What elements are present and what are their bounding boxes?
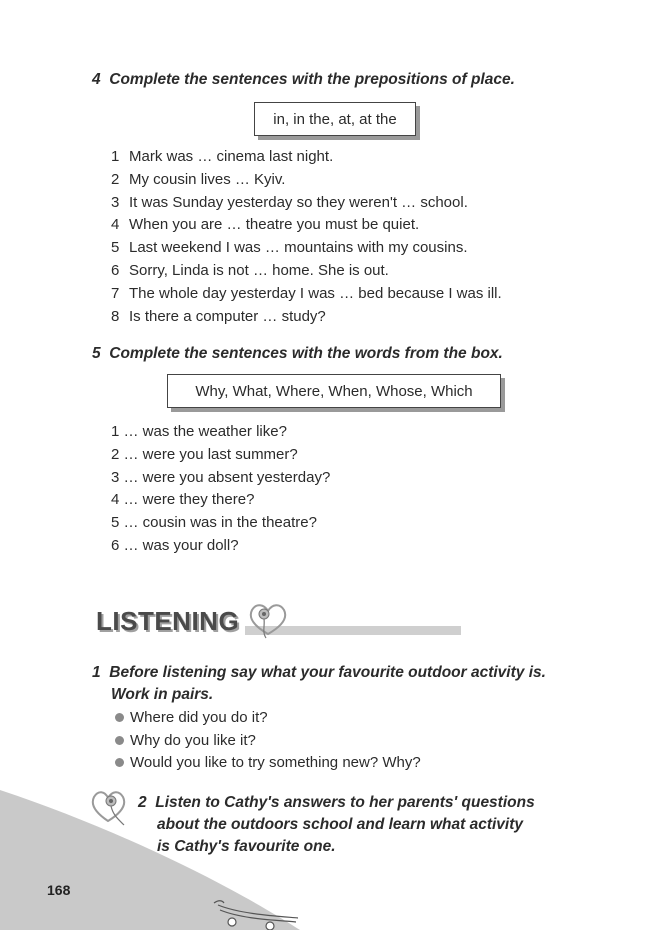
prepositions-box — [254, 102, 416, 136]
list-item — [111, 146, 502, 169]
item-text: Mark was … cinema last night. — [129, 148, 334, 165]
bullet-text: Why do you like it? — [130, 731, 256, 749]
item-number: 4 — [111, 216, 120, 234]
item-text: Last weekend I was … mountains with my cousins. — [129, 239, 468, 257]
bullet-icon — [115, 713, 124, 722]
list-item — [115, 752, 421, 775]
bullet-text: Would you like to try something new? Why? — [130, 754, 421, 772]
listening-task2-line1 — [138, 792, 535, 814]
item-number: 1 — [111, 148, 120, 165]
list-item — [111, 489, 330, 512]
list-item — [111, 467, 330, 490]
list-item — [111, 535, 330, 558]
exercise4-instruction — [92, 71, 515, 89]
list-item — [111, 169, 502, 192]
item-number: 5 — [111, 239, 120, 257]
exercise4-text: Complete the sentences with the prepositions of place. — [109, 71, 515, 88]
bullet-icon — [115, 736, 124, 745]
exercise5-instruction — [92, 345, 503, 363]
item-text: … were you last summer? — [123, 445, 298, 463]
item-number: 8 — [111, 307, 120, 325]
item-text: My cousin lives … Kyiv. — [129, 170, 286, 188]
section-heading: LISTENING — [96, 606, 245, 637]
item-number: 6 — [111, 536, 120, 554]
task-text: Before listening say what your favourite outdoor activity is. — [109, 664, 546, 681]
item-number: 2 — [111, 445, 120, 463]
exercise4-number: 4 — [92, 71, 101, 88]
item-number: 1 — [111, 423, 120, 440]
list-item — [111, 214, 502, 237]
listening-task2 — [138, 792, 535, 858]
item-number: 7 — [111, 284, 120, 302]
item-text: … were you absent yesterday? — [123, 468, 331, 486]
bullet-text: Where did you do it? — [130, 709, 268, 726]
audio-heart-icon — [88, 785, 134, 833]
item-text: … were they there? — [123, 491, 255, 509]
item-text: It was Sunday yesterday so they weren't … school. — [129, 193, 468, 211]
list-item — [111, 260, 502, 283]
bullet-list — [115, 707, 421, 775]
item-number: 6 — [111, 261, 120, 279]
exercise5-number: 5 — [92, 345, 101, 362]
task-text: Listen to Cathy's answers to her parents' questions — [155, 794, 535, 811]
list-item — [111, 444, 330, 467]
listening-task1 — [92, 662, 546, 706]
list-item — [111, 237, 502, 260]
item-text: When you are … theatre you must be quiet. — [129, 216, 420, 234]
list-item — [115, 707, 421, 730]
item-number: 3 — [111, 193, 120, 211]
list-item — [115, 730, 421, 753]
question-words-box — [167, 374, 501, 408]
task-number: 1 — [92, 664, 101, 681]
question-words-box-text: Why, What, Where, When, Whose, Which — [195, 383, 473, 400]
list-item — [111, 192, 502, 215]
item-text: Is there a computer … study? — [129, 307, 326, 325]
exercise4-list — [111, 146, 502, 328]
list-item — [111, 283, 502, 306]
item-number: 4 — [111, 491, 120, 509]
item-text: … cousin was in the theatre? — [123, 514, 317, 532]
item-number: 3 — [111, 468, 120, 486]
listening-task1-line1 — [92, 662, 546, 684]
exercise5-text: Complete the sentences with the words from the box. — [109, 345, 503, 362]
heart-flower-icon — [244, 600, 292, 642]
item-text: … was your doll? — [123, 536, 239, 554]
item-number: 5 — [111, 514, 120, 532]
task-number: 2 — [138, 794, 147, 811]
item-number: 2 — [111, 170, 120, 188]
exercise5-list — [111, 421, 330, 558]
list-item — [111, 421, 330, 444]
bullet-icon — [115, 758, 124, 767]
page-number: 168 — [47, 882, 71, 898]
list-item — [111, 306, 502, 329]
item-text: Sorry, Linda is not … home. She is out. — [129, 261, 389, 279]
item-text: … was the weather like? — [123, 423, 287, 440]
listening-task2-line3: is Cathy's favourite one. — [157, 838, 336, 855]
list-item — [111, 512, 330, 535]
prepositions-box-text: in, in the, at, at the — [273, 111, 397, 128]
item-text: The whole day yesterday I was … bed because I was ill. — [129, 284, 502, 302]
listening-task2-line2: about the outdoors school and learn what activity — [157, 816, 524, 833]
listening-task1-line2: Work in pairs. — [111, 686, 214, 703]
